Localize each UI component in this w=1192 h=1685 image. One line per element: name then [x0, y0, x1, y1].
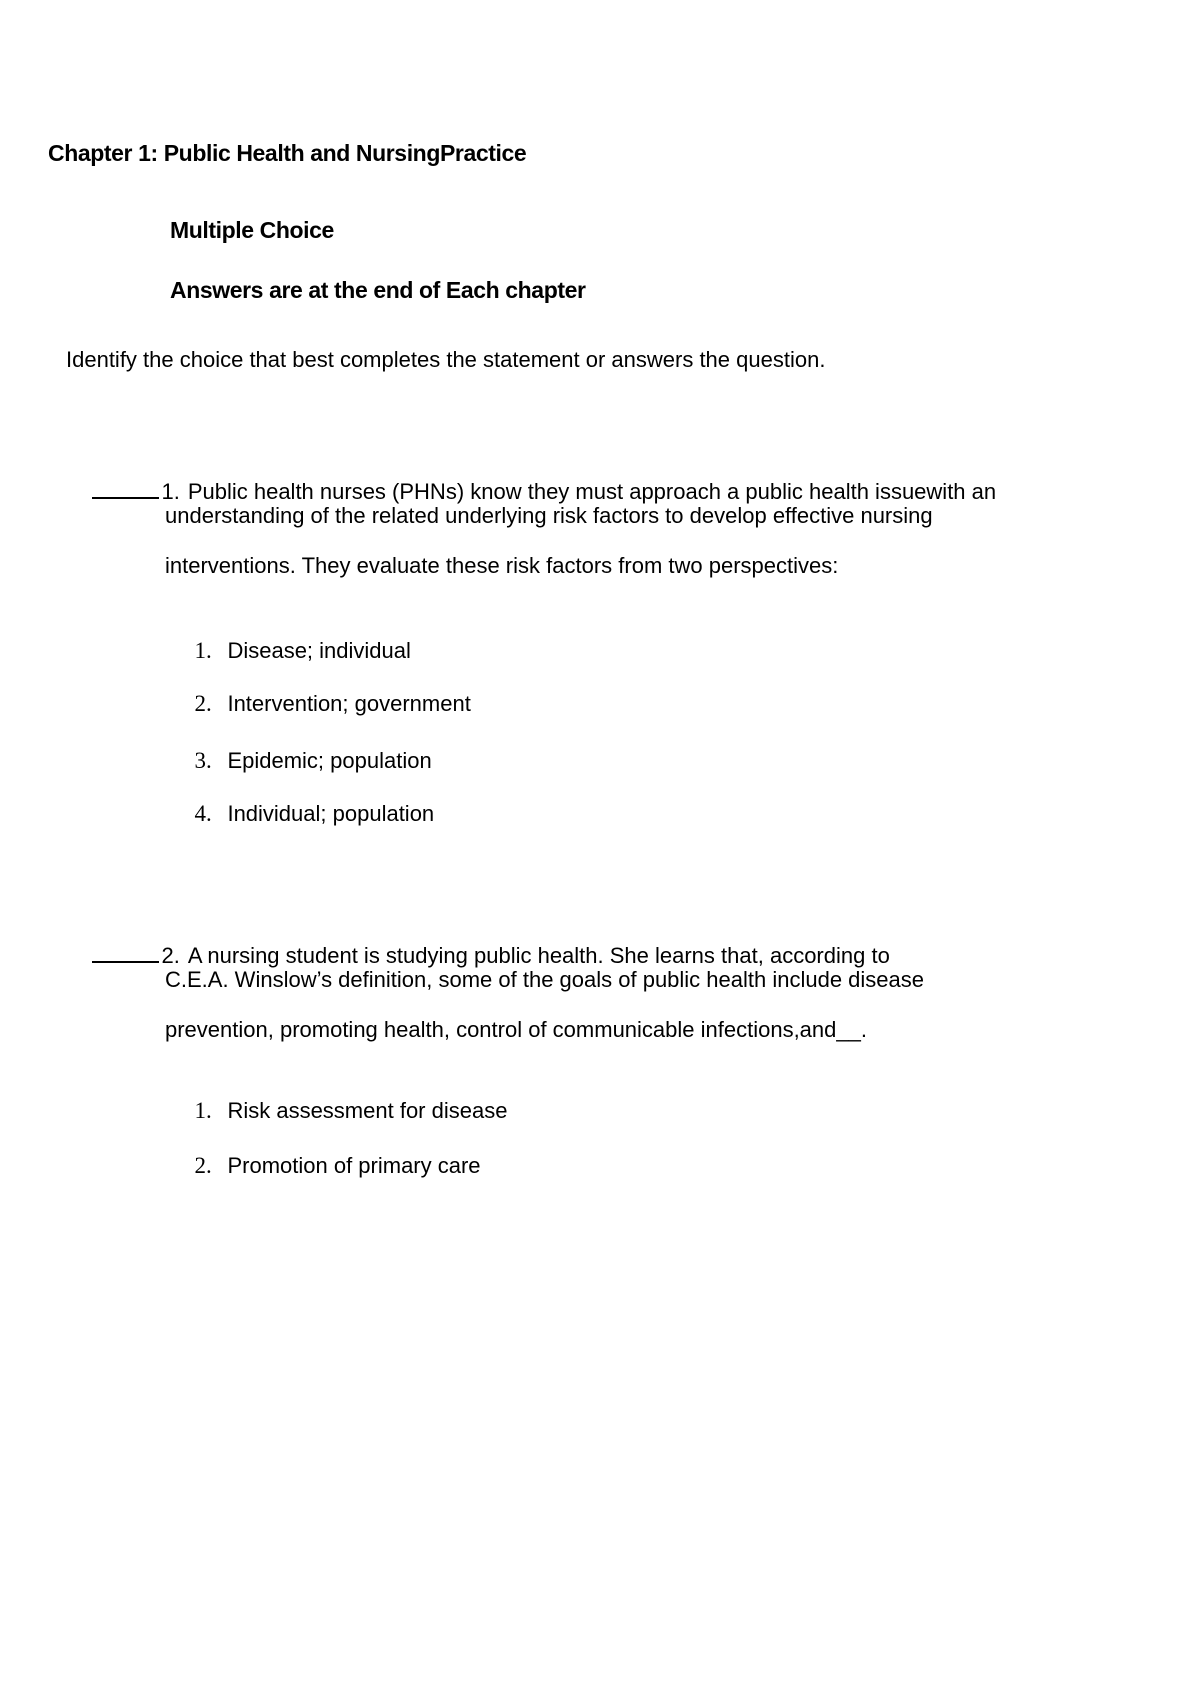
answer-blank: [92, 945, 159, 963]
question-line: A nursing student is studying public health. She learns that, according to: [187, 943, 890, 968]
choice-text: Epidemic; population: [227, 748, 432, 773]
choice-text: Risk assessment for disease: [227, 1098, 508, 1123]
answer-blank: [92, 481, 159, 499]
question-1-line-2: understanding of the related underlying risk factors to develop effective nursing: [165, 503, 933, 528]
choice-text: Individual; population: [227, 801, 435, 826]
choice-marker: 4.: [194, 801, 212, 826]
multiple-choice-heading: Multiple Choice: [170, 217, 334, 243]
choice-item: [170, 773, 434, 854]
chapter-title: Chapter 1: Public Health and NursingPractice: [48, 140, 527, 166]
choice-item: [170, 1125, 481, 1206]
question-number: 1.: [161, 479, 180, 504]
answers-note: Answers are at the end of Each chapter: [170, 277, 586, 303]
instructions-text: Identify the choice that best completes the statement or answers the question.: [66, 347, 826, 372]
choice-marker: 1.: [194, 638, 212, 663]
question-line: Public health nurses (PHNs) know they must approach a public health issuewith an: [187, 479, 997, 504]
question-2-line-3: prevention, promoting health, control of communicable infections,and__.: [165, 1017, 867, 1042]
choice-text: Disease; individual: [227, 638, 411, 663]
choice-marker: 2.: [194, 1153, 212, 1178]
choice-text: Promotion of primary care: [227, 1153, 481, 1178]
question-number: 2.: [161, 943, 180, 968]
choice-marker: 3.: [194, 748, 212, 773]
question-2-line-2: C.E.A. Winslow’s definition, some of the goals of public health include disease: [165, 967, 925, 992]
choice-marker: 1.: [194, 1098, 212, 1123]
choice-marker: 2.: [194, 691, 212, 716]
question-1-line-3: interventions. They evaluate these risk factors from two perspectives:: [165, 553, 839, 578]
choice-text: Intervention; government: [227, 691, 471, 716]
